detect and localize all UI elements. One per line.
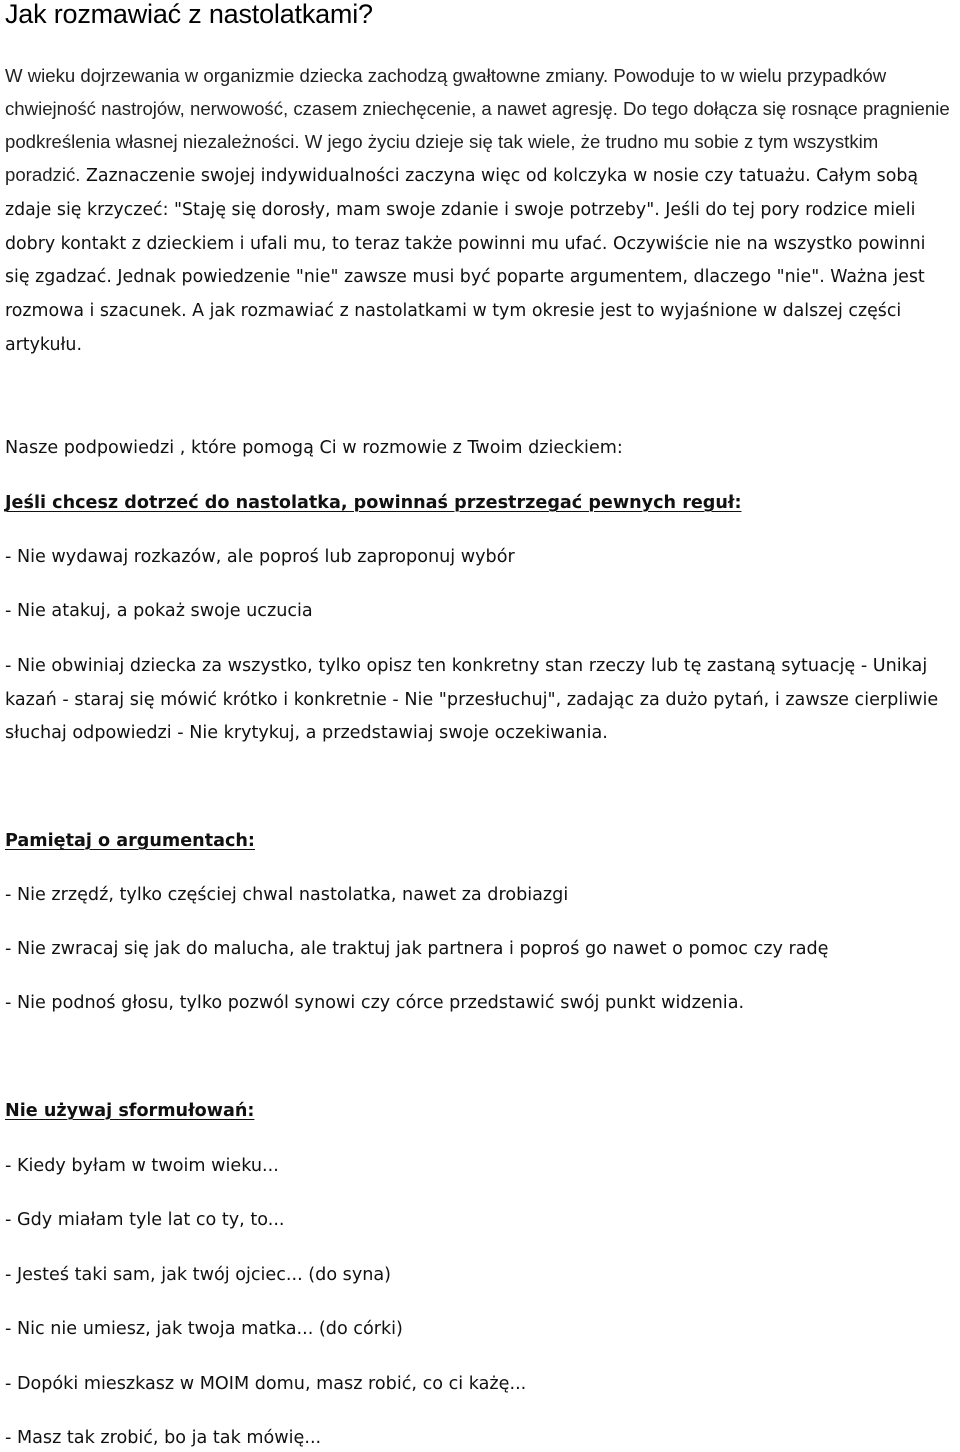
list-item: - Nic nie umiesz, jak twoja matka... (do córki) (5, 1319, 403, 1339)
list-item: - Nie atakuj, a pokaż swoje uczucia (5, 601, 313, 621)
list-item: - Jesteś taki sam, jak twój ojciec... (do syna) (5, 1265, 392, 1285)
list-item: - Nie podnoś głosu, tylko pozwól synowi czy córce przedstawić swój punkt widzenia. (5, 993, 745, 1013)
list-item: - Nie zwracaj się jak do malucha, ale traktuj jak partnera i poproś go nawet o pomoc czy radę (5, 939, 829, 959)
intro-text-part2: Zaznaczenie swojej indywidualności zaczyna więc od kolczyka w nosie czy tatuażu. Całym sobą zdaje się krzyczeć: "Staję się dorosły, mam swoje zdanie i swoje potrzeby". Jeśli do tej pory rodzice mieli dobry kontakt z dzieckiem i ufali mu, to teraz także powinni mu ufać. Oczywiście nie na wszystko powinni się zgadzać. Jednak powiedzenie "nie" zawsze musi być poparte argumentem, dlaczego "nie". Ważna jest rozmowa i szacunek. A jak rozmawiać z nastolatkami w tym okresie jest to wyjaśnione w dalszej części artykułu. (5, 165, 926, 356)
page-title: Jak rozmawiać z nastolatkami? (5, 0, 373, 29)
list-item: - Nie zrzędź, tylko częściej chwal nastolatka, nawet za drobiazgi (5, 885, 569, 905)
intro-paragraph (5, 60, 950, 362)
section-heading-arguments: Pamiętaj o argumentach: (5, 831, 255, 851)
list-item: - Masz tak zrobić, bo ja tak mówię... (5, 1428, 322, 1448)
rules-paragraph: - Nie obwiniaj dziecka za wszystko, tylko opisz ten konkretny stan rzeczy lub tę zastaną sytuację - Unikaj kazań - staraj się mówić krótko i konkretnie - Nie "przesłuchuj", zadając za dużo pytań, i zawsze cierpliwie słuchaj odpowiedzi - Nie krytykuj, a przedstawiaj swoje oczekiwania. (5, 656, 939, 743)
section-heading-phrases: Nie używaj sformułowań: (5, 1101, 255, 1121)
intro-text-part1: W wieku dojrzewania w organizmie dziecka zachodzą gwałtowne zmiany. Powoduje to w wielu przypadków chwiejność nastrojów, nerwowość, czasem zniechęcenie, a nawet agresję. Do tego dołącza się rosnące pragnienie podkreślenia własnej niezależności. W jego życiu dzieje się tak wiele, że trudno mu sobie z tym wszystkim poradzić. (5, 65, 950, 185)
list-item: - Kiedy byłam w twoim wieku... (5, 1156, 279, 1176)
section-heading-rules: Jeśli chcesz dotrzeć do nastolatka, powinnaś przestrzegać pewnych reguł: (5, 493, 742, 513)
list-item: - Nie wydawaj rozkazów, ale poproś lub zaproponuj wybór (5, 547, 515, 567)
list-item: - Dopóki mieszkasz w MOIM domu, masz robić, co ci każę... (5, 1374, 527, 1394)
list-item: - Gdy miałam tyle lat co ty, to... (5, 1210, 285, 1230)
tips-intro: Nasze podpowiedzi , które pomogą Ci w rozmowie z Twoim dzieckiem: (5, 438, 623, 458)
